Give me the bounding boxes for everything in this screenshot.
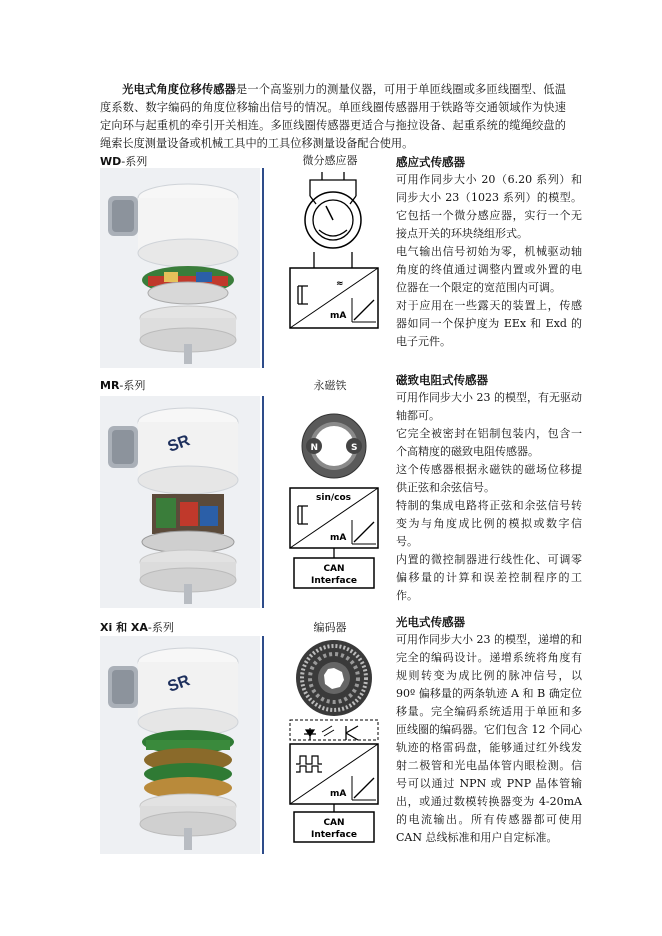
component-label-differential-sensor: 微分感应器 (302, 154, 358, 167)
mr-sensor-photo (100, 396, 260, 608)
svg-text:SR: SR (165, 672, 193, 696)
paragraph: 可用作同步大小 23 的模型，有无驱动轴都可。 (396, 391, 582, 422)
intro-term: 光电式角度位移传感器 (122, 82, 237, 96)
intro-paragraph (100, 80, 566, 153)
svg-text:SR: SR (165, 432, 193, 456)
schematic-ma-label: mA (330, 311, 347, 321)
mr-schematic (286, 394, 382, 594)
schematic-sincos-label: sin/cos (316, 493, 352, 503)
schematic-ac-symbol: ≈ (336, 279, 344, 289)
magnet-n-label: N (310, 443, 319, 453)
series-label-mr: MR-系列 (100, 379, 146, 392)
section-divider (262, 396, 264, 608)
section-title: 光电式传感器 (396, 615, 465, 629)
intro-text: 是一个高鉴别力的测量仪器，可用于单匝线圈或多匝线圈型、低温度系数、数字编码的角度位移输出信号的情况。单匝线圈传感器用于铁路等交通领域作为快速定向环与起重机的牵引开关相连。多匝线圈传感器更适合与拖拉设备、起重系统的缆绳绞盘的绳索长度测量设备或机械工具中的工具位移测量设备配合使用。 (100, 83, 566, 150)
mr-description (396, 371, 582, 605)
paragraph: 它完全被密封在铝制包装内，包含一个高精度的磁致电阻传感器。 (396, 427, 582, 458)
paragraph: 这个传感器根据永磁铁的磁场位移提供正弦和余弦信号。 (396, 463, 582, 494)
paragraph: 对于应用在一些露天的装置上，传感器如同一个保护度为 EEx 和 Exd 的电子元件。 (396, 299, 582, 348)
paragraph: 特制的集成电路将正弦和余弦信号转变为与角度成比例的模拟或数字信号。 (396, 499, 582, 548)
section-title: 磁致电阻式传感器 (396, 373, 488, 387)
section-divider (262, 636, 264, 854)
wd-description (396, 153, 582, 351)
paragraph: 可用作同步大小 20（6.20 系列）和同步大小 23（1023 系列）的模型。它包括一个微分感应器，实行一个无接点开关的环块绕组形式。 (396, 173, 582, 240)
magnet-s-label: S (351, 443, 358, 453)
series-label-xi-xa: Xi 和 XA-系列 (100, 621, 174, 634)
component-label-permanent-magnet: 永磁铁 (313, 379, 347, 392)
section-title: 感应式传感器 (396, 155, 465, 169)
interface-label: Interface (310, 576, 358, 586)
series-label-wd: WD-系列 (100, 155, 148, 168)
xi-xa-schematic (286, 636, 382, 848)
can-label: CAN (323, 818, 345, 828)
schematic-ma-label: mA (330, 789, 347, 799)
paragraph: 内置的微控制器进行线性化、可调零偏移量的计算和误差控制程序的工作。 (396, 553, 582, 602)
component-label-encoder: 编码器 (313, 621, 347, 634)
interface-label: Interface (310, 830, 358, 840)
xi-xa-sensor-photo (100, 636, 260, 854)
section-divider (262, 168, 264, 368)
xi-xa-description (396, 613, 582, 847)
wd-sensor-photo (100, 168, 260, 368)
paragraph: 可用作同步大小 23 的模型，递增的和完全的编码设计。递增系统将角度有规则转变为成比例的脉冲信号，以 90º 偏移量的两条轨迹 A 和 B 确定位移量。完全编码系统适用于单匝和多匝线圈的编码器。它们包含 12 个同心轨迹的格雷码盘，能够通过红外线发射二极管和光电晶体管内眼检测。信号可以通过 NPN 或 PNP 晶体管输出，或通过数模转换器变为 4-20mA 的电流输出。所有传感器都可使用 CAN 总线标准和用户自定标准。 (396, 633, 582, 844)
can-label: CAN (323, 564, 345, 574)
wd-schematic (286, 168, 382, 334)
paragraph: 电气输出信号初始为零，机械驱动轴角度的终值通过调整内置或外置的电位器在一个限定的宽范围内可调。 (396, 245, 582, 294)
schematic-ma-label: mA (330, 533, 347, 543)
